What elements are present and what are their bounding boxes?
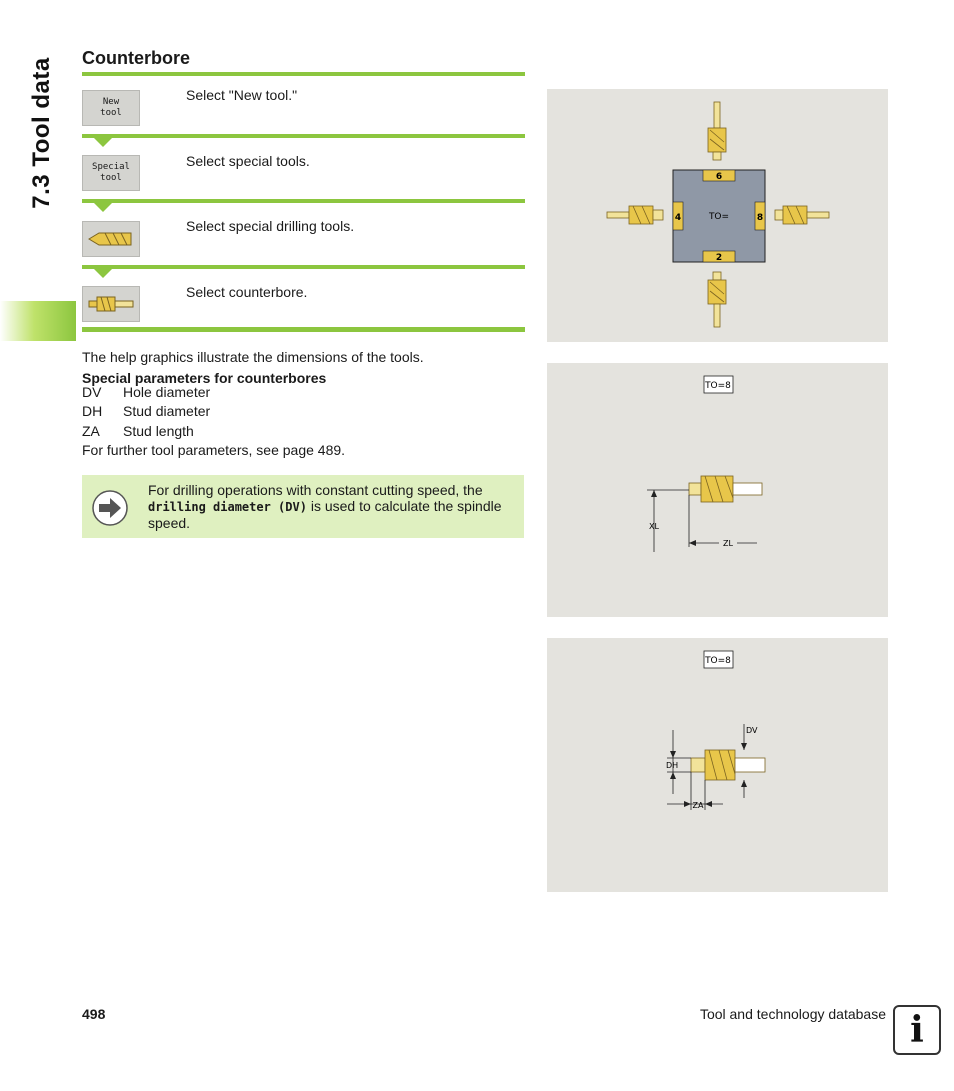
down-arrow-icon	[93, 137, 113, 147]
divider-line	[82, 199, 525, 203]
divider-line	[82, 134, 525, 138]
figure-tool-orientation	[547, 89, 888, 342]
chapter-side-title	[22, 48, 62, 218]
softkey-new-tool[interactable]: New tool	[82, 90, 140, 126]
param-code: DV	[82, 384, 102, 400]
info-icon	[893, 1005, 941, 1055]
dimension-label: ZA	[692, 801, 704, 810]
chapter-tab-marker	[0, 301, 76, 341]
drill-tool-icon	[85, 227, 137, 251]
param-code: ZA	[82, 423, 100, 439]
note-text	[148, 482, 518, 531]
counterbore-tool-icon	[85, 292, 137, 316]
position-label: 6	[715, 172, 723, 182]
dimension-label: ZL	[723, 539, 733, 548]
note-box	[82, 475, 524, 538]
page-number: 498	[82, 1006, 106, 1022]
param-desc: Stud length	[123, 423, 194, 439]
param-desc: Stud diameter	[123, 403, 211, 419]
down-arrow-icon	[93, 268, 113, 278]
position-label: 2	[715, 253, 723, 263]
down-arrow-icon	[93, 202, 113, 212]
softkey-special-tool[interactable]: Special tool	[82, 155, 140, 191]
arrow-right-icon	[91, 489, 129, 527]
param-desc: Hole diameter	[123, 384, 211, 400]
further-params-text: For further tool parameters, see page 489.	[82, 442, 346, 458]
divider-line	[82, 327, 525, 332]
dv-dh-za-diagram	[547, 638, 888, 892]
softkey-counterbore[interactable]	[82, 286, 140, 322]
softkey-drilling-tool[interactable]	[82, 221, 140, 257]
position-label: 4	[674, 213, 682, 223]
to-label: TO=8	[705, 656, 731, 666]
note-text-before: For drilling operations with constant cutting speed, the	[148, 482, 483, 498]
intro-text: The help graphics illustrate the dimensions of the tools.	[82, 349, 424, 365]
section-title: Counterbore	[82, 48, 190, 68]
figure-dv-dh-za	[547, 638, 888, 892]
orientation-diagram	[547, 89, 888, 342]
dimension-label: DV	[746, 726, 758, 735]
chapter-title: 7.3 Tool data	[28, 57, 55, 209]
params-heading: Special parameters for counterbores	[82, 370, 327, 386]
xl-zl-diagram	[547, 363, 888, 617]
divider-line	[82, 265, 525, 269]
step-text: Select counterbore.	[186, 284, 308, 300]
param-code: DH	[82, 403, 103, 419]
to-label: TO=	[708, 212, 730, 222]
note-code: drilling diameter (DV)	[148, 500, 307, 514]
to-label: TO=8	[705, 381, 731, 391]
info-glyph: i	[910, 1009, 924, 1051]
step-text: Select special tools.	[186, 153, 310, 169]
figure-xl-zl	[547, 363, 888, 617]
divider-line	[82, 72, 525, 76]
footer-text: Tool and technology database	[699, 1006, 886, 1022]
dimension-label: DH	[666, 761, 679, 770]
note-text-after: is used to calculate the spindle speed.	[148, 498, 502, 531]
dimension-label: XL	[649, 522, 659, 531]
step-text: Select special drilling tools.	[186, 218, 355, 234]
position-label: 8	[756, 213, 764, 223]
step-text: Select "New tool."	[186, 87, 298, 103]
